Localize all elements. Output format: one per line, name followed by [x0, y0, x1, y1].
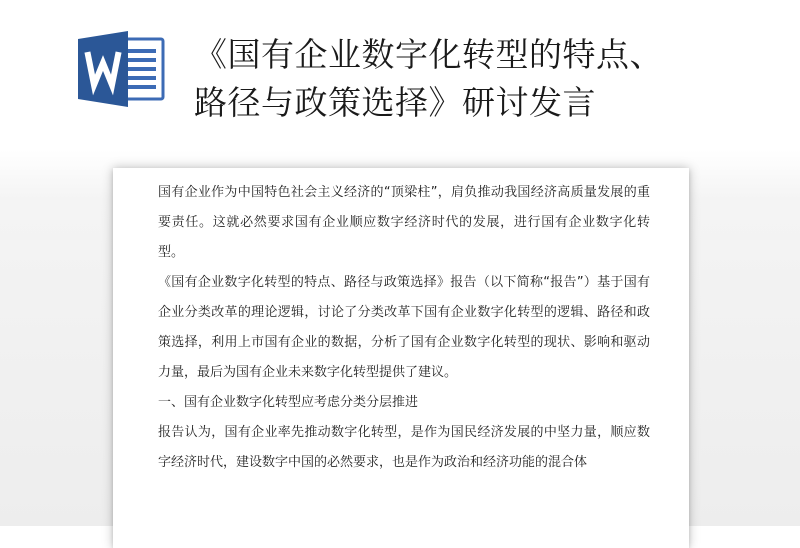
paragraph: 国有企业作为中国特色社会主义经济的“顶梁柱”，肩负推动我国经济高质量发展的重要责任。这就必然要求国有企业顺应数字经济时代的发展，进行国有企业数字化转型。 [158, 185, 650, 260]
paragraph: 报告认为，国有企业率先推动数字化转型，是作为国民经济发展的中坚力量，顺应数字经济时代，建设数字中国的必然要求，也是作为政治和经济功能的混合体 [158, 425, 650, 470]
document-title: 《国有企业数字化转型的特点、 路径与政策选择》研讨发言 [194, 35, 663, 122]
document-header [0, 0, 800, 150]
section-heading: 一、国有企业数字化转型应考虑分类分层推进 [158, 395, 419, 410]
document-body [158, 178, 650, 478]
document-page [113, 168, 689, 548]
word-document-icon [76, 29, 168, 109]
paragraph: 《国有企业数字化转型的特点、路径与政策选择》报告（以下简称“报告”）基于国有企业分类改革的理论逻辑，讨论了分类改革下国有企业数字化转型的逻辑、路径和政策选择，利用上市国有企业的数据，分析了国有企业数字化转型的现状、影响和驱动力量，最后为国有企业未来数字化转型提供了建议。 [158, 275, 650, 380]
